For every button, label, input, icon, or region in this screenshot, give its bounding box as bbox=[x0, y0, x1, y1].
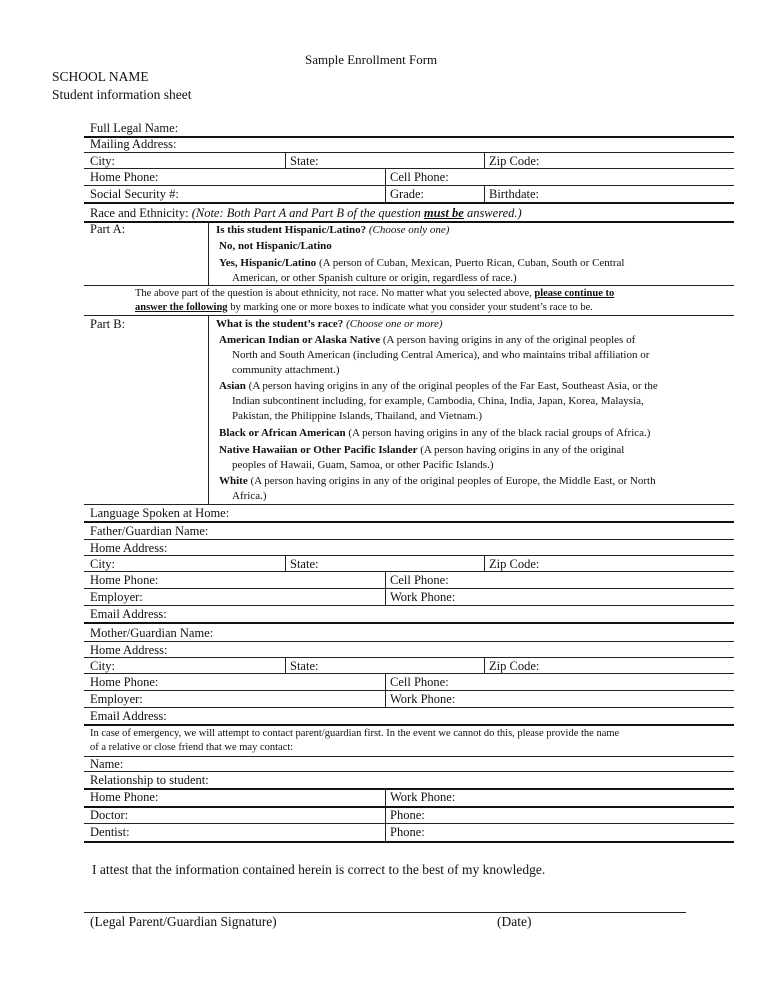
mother-email-label: Email Address: bbox=[90, 709, 167, 723]
doctor-label: Doctor: bbox=[90, 808, 129, 822]
doctor-phone-label: Phone: bbox=[390, 808, 425, 822]
divider bbox=[84, 504, 734, 505]
divider bbox=[84, 521, 734, 523]
divider bbox=[84, 571, 734, 572]
emergency-home-phone-label: Home Phone: bbox=[90, 790, 159, 804]
divider bbox=[484, 555, 485, 571]
mother-city-label: City: bbox=[90, 659, 116, 673]
father-zip-label: Zip Code: bbox=[489, 557, 540, 571]
divider bbox=[208, 315, 209, 504]
divider bbox=[484, 185, 485, 202]
option-pacific-islander[interactable]: Native Hawaiian or Other Pacific Islander (A person having origins in any of the original bbox=[219, 444, 625, 456]
divider bbox=[84, 673, 734, 674]
divider bbox=[84, 756, 734, 757]
school-name: SCHOOL NAME bbox=[52, 69, 149, 84]
mother-cell-phone-label: Cell Phone: bbox=[390, 675, 449, 689]
relationship-label: Relationship to student: bbox=[90, 773, 209, 787]
option-american-indian-desc: community attachment.) bbox=[232, 364, 340, 376]
ethnicity-note-line1: The above part of the question is about ethnicity, not race. No matter what you selected above, please continue to bbox=[135, 288, 615, 299]
divider bbox=[84, 185, 734, 186]
date-label: (Date) bbox=[497, 914, 532, 929]
divider bbox=[84, 285, 734, 286]
divider bbox=[84, 168, 734, 169]
divider bbox=[84, 539, 734, 540]
birthdate-label: Birthdate: bbox=[489, 187, 539, 201]
option-not-hispanic[interactable]: No, not Hispanic/Latino bbox=[219, 240, 332, 252]
state-label: State: bbox=[290, 154, 319, 168]
father-employer-label: Employer: bbox=[90, 590, 143, 604]
grade-label: Grade: bbox=[390, 187, 425, 201]
divider bbox=[84, 724, 734, 726]
part-b-question: What is the student’s race? (Choose one or more) bbox=[216, 318, 443, 330]
father-home-phone-label: Home Phone: bbox=[90, 573, 159, 587]
divider bbox=[84, 202, 734, 204]
attestation-text: I attest that the information contained herein is correct to the best of my knowledge. bbox=[92, 862, 546, 877]
divider bbox=[84, 641, 734, 642]
legal-name-label: Full Legal Name: bbox=[90, 121, 179, 135]
divider bbox=[84, 605, 734, 606]
option-hispanic[interactable]: Yes, Hispanic/Latino (A person of Cuban, Mexican, Puerto Rican, Cuban, South or Central bbox=[219, 257, 625, 269]
father-name-label: Father/Guardian Name: bbox=[90, 524, 209, 538]
divider bbox=[84, 690, 734, 691]
sheet-subtitle: Student information sheet bbox=[52, 87, 192, 102]
form-title: Sample Enrollment Form bbox=[305, 52, 438, 67]
divider bbox=[84, 622, 734, 624]
part-a-question: Is this student Hispanic/Latino? (Choose only one) bbox=[216, 224, 450, 236]
signature-label: (Legal Parent/Guardian Signature) bbox=[90, 914, 277, 929]
emergency-note-line1: In case of emergency, we will attempt to contact parent/guardian first. In the event we cannot do this, please provide the name bbox=[90, 728, 620, 739]
divider bbox=[484, 152, 485, 168]
divider bbox=[484, 657, 485, 673]
father-cell-phone-label: Cell Phone: bbox=[390, 573, 449, 587]
cell-phone-label: Cell Phone: bbox=[390, 170, 449, 184]
option-hispanic-desc: American, or other Spanish culture or origin, regardless of race.) bbox=[232, 272, 517, 284]
divider bbox=[285, 152, 286, 168]
zip-label: Zip Code: bbox=[489, 154, 540, 168]
mailing-address-label: Mailing Address: bbox=[90, 137, 177, 151]
option-american-indian-desc: North and South American (including Central America), and who maintains tribal affiliation or bbox=[232, 349, 650, 361]
option-asian-desc: Indian subcontinent including, for example, Cambodia, China, India, Japan, Korea, Malaysia, bbox=[232, 395, 644, 407]
option-white[interactable]: White (A person having origins in any of the original peoples of Europe, the Middle East, or North bbox=[219, 475, 656, 487]
ssn-label: Social Security #: bbox=[90, 187, 179, 201]
ethnicity-note-line2: answer the following by marking one or more boxes to indicate what you consider your student’s race to be. bbox=[135, 302, 593, 313]
mother-work-phone-label: Work Phone: bbox=[390, 692, 456, 706]
father-state-label: State: bbox=[290, 557, 319, 571]
mother-home-phone-label: Home Phone: bbox=[90, 675, 159, 689]
mother-name-label: Mother/Guardian Name: bbox=[90, 626, 214, 640]
emergency-note-line2: of a relative or close friend that we may contact: bbox=[90, 742, 294, 753]
language-label: Language Spoken at Home: bbox=[90, 506, 230, 520]
divider bbox=[385, 788, 386, 842]
emergency-work-phone-label: Work Phone: bbox=[390, 790, 456, 804]
emergency-name-label: Name: bbox=[90, 757, 124, 771]
mother-address-label: Home Address: bbox=[90, 643, 168, 657]
part-b-label: Part B: bbox=[90, 317, 126, 331]
option-white-desc: Africa.) bbox=[232, 490, 267, 502]
divider bbox=[84, 841, 734, 843]
city-label: City: bbox=[90, 154, 116, 168]
divider bbox=[84, 588, 734, 589]
divider bbox=[208, 221, 209, 285]
father-address-label: Home Address: bbox=[90, 541, 168, 555]
option-asian[interactable]: Asian (A person having origins in any of the original peoples of the Far East, Southeast Asia, or the bbox=[219, 380, 658, 392]
option-asian-desc: Pakistan, the Philippine Islands, Thailand, and Vietnam.) bbox=[232, 410, 483, 422]
divider bbox=[285, 555, 286, 571]
divider bbox=[84, 823, 734, 824]
divider bbox=[84, 152, 734, 153]
dentist-phone-label: Phone: bbox=[390, 825, 425, 839]
dentist-label: Dentist: bbox=[90, 825, 130, 839]
father-email-label: Email Address: bbox=[90, 607, 167, 621]
divider bbox=[84, 771, 734, 772]
option-american-indian[interactable]: American Indian or Alaska Native (A person having origins in any of the original peoples of bbox=[219, 334, 636, 346]
father-city-label: City: bbox=[90, 557, 116, 571]
divider bbox=[285, 657, 286, 673]
mother-zip-label: Zip Code: bbox=[489, 659, 540, 673]
divider bbox=[84, 657, 734, 658]
option-black[interactable]: Black or African American (A person having origins in any of the black racial groups of Africa.) bbox=[219, 427, 651, 439]
option-pacific-islander-desc: peoples of Hawaii, Guam, Samoa, or other Pacific Islands.) bbox=[232, 459, 494, 471]
mother-employer-label: Employer: bbox=[90, 692, 143, 706]
mother-state-label: State: bbox=[290, 659, 319, 673]
part-a-label: Part A: bbox=[90, 222, 126, 236]
father-work-phone-label: Work Phone: bbox=[390, 590, 456, 604]
divider bbox=[84, 555, 734, 556]
signature-line bbox=[84, 912, 686, 913]
race-heading: Race and Ethnicity: (Note: Both Part A and Part B of the question must be answered.) bbox=[90, 206, 522, 220]
divider bbox=[84, 315, 734, 316]
home-phone-label: Home Phone: bbox=[90, 170, 159, 184]
divider bbox=[84, 707, 734, 708]
divider bbox=[84, 136, 734, 138]
